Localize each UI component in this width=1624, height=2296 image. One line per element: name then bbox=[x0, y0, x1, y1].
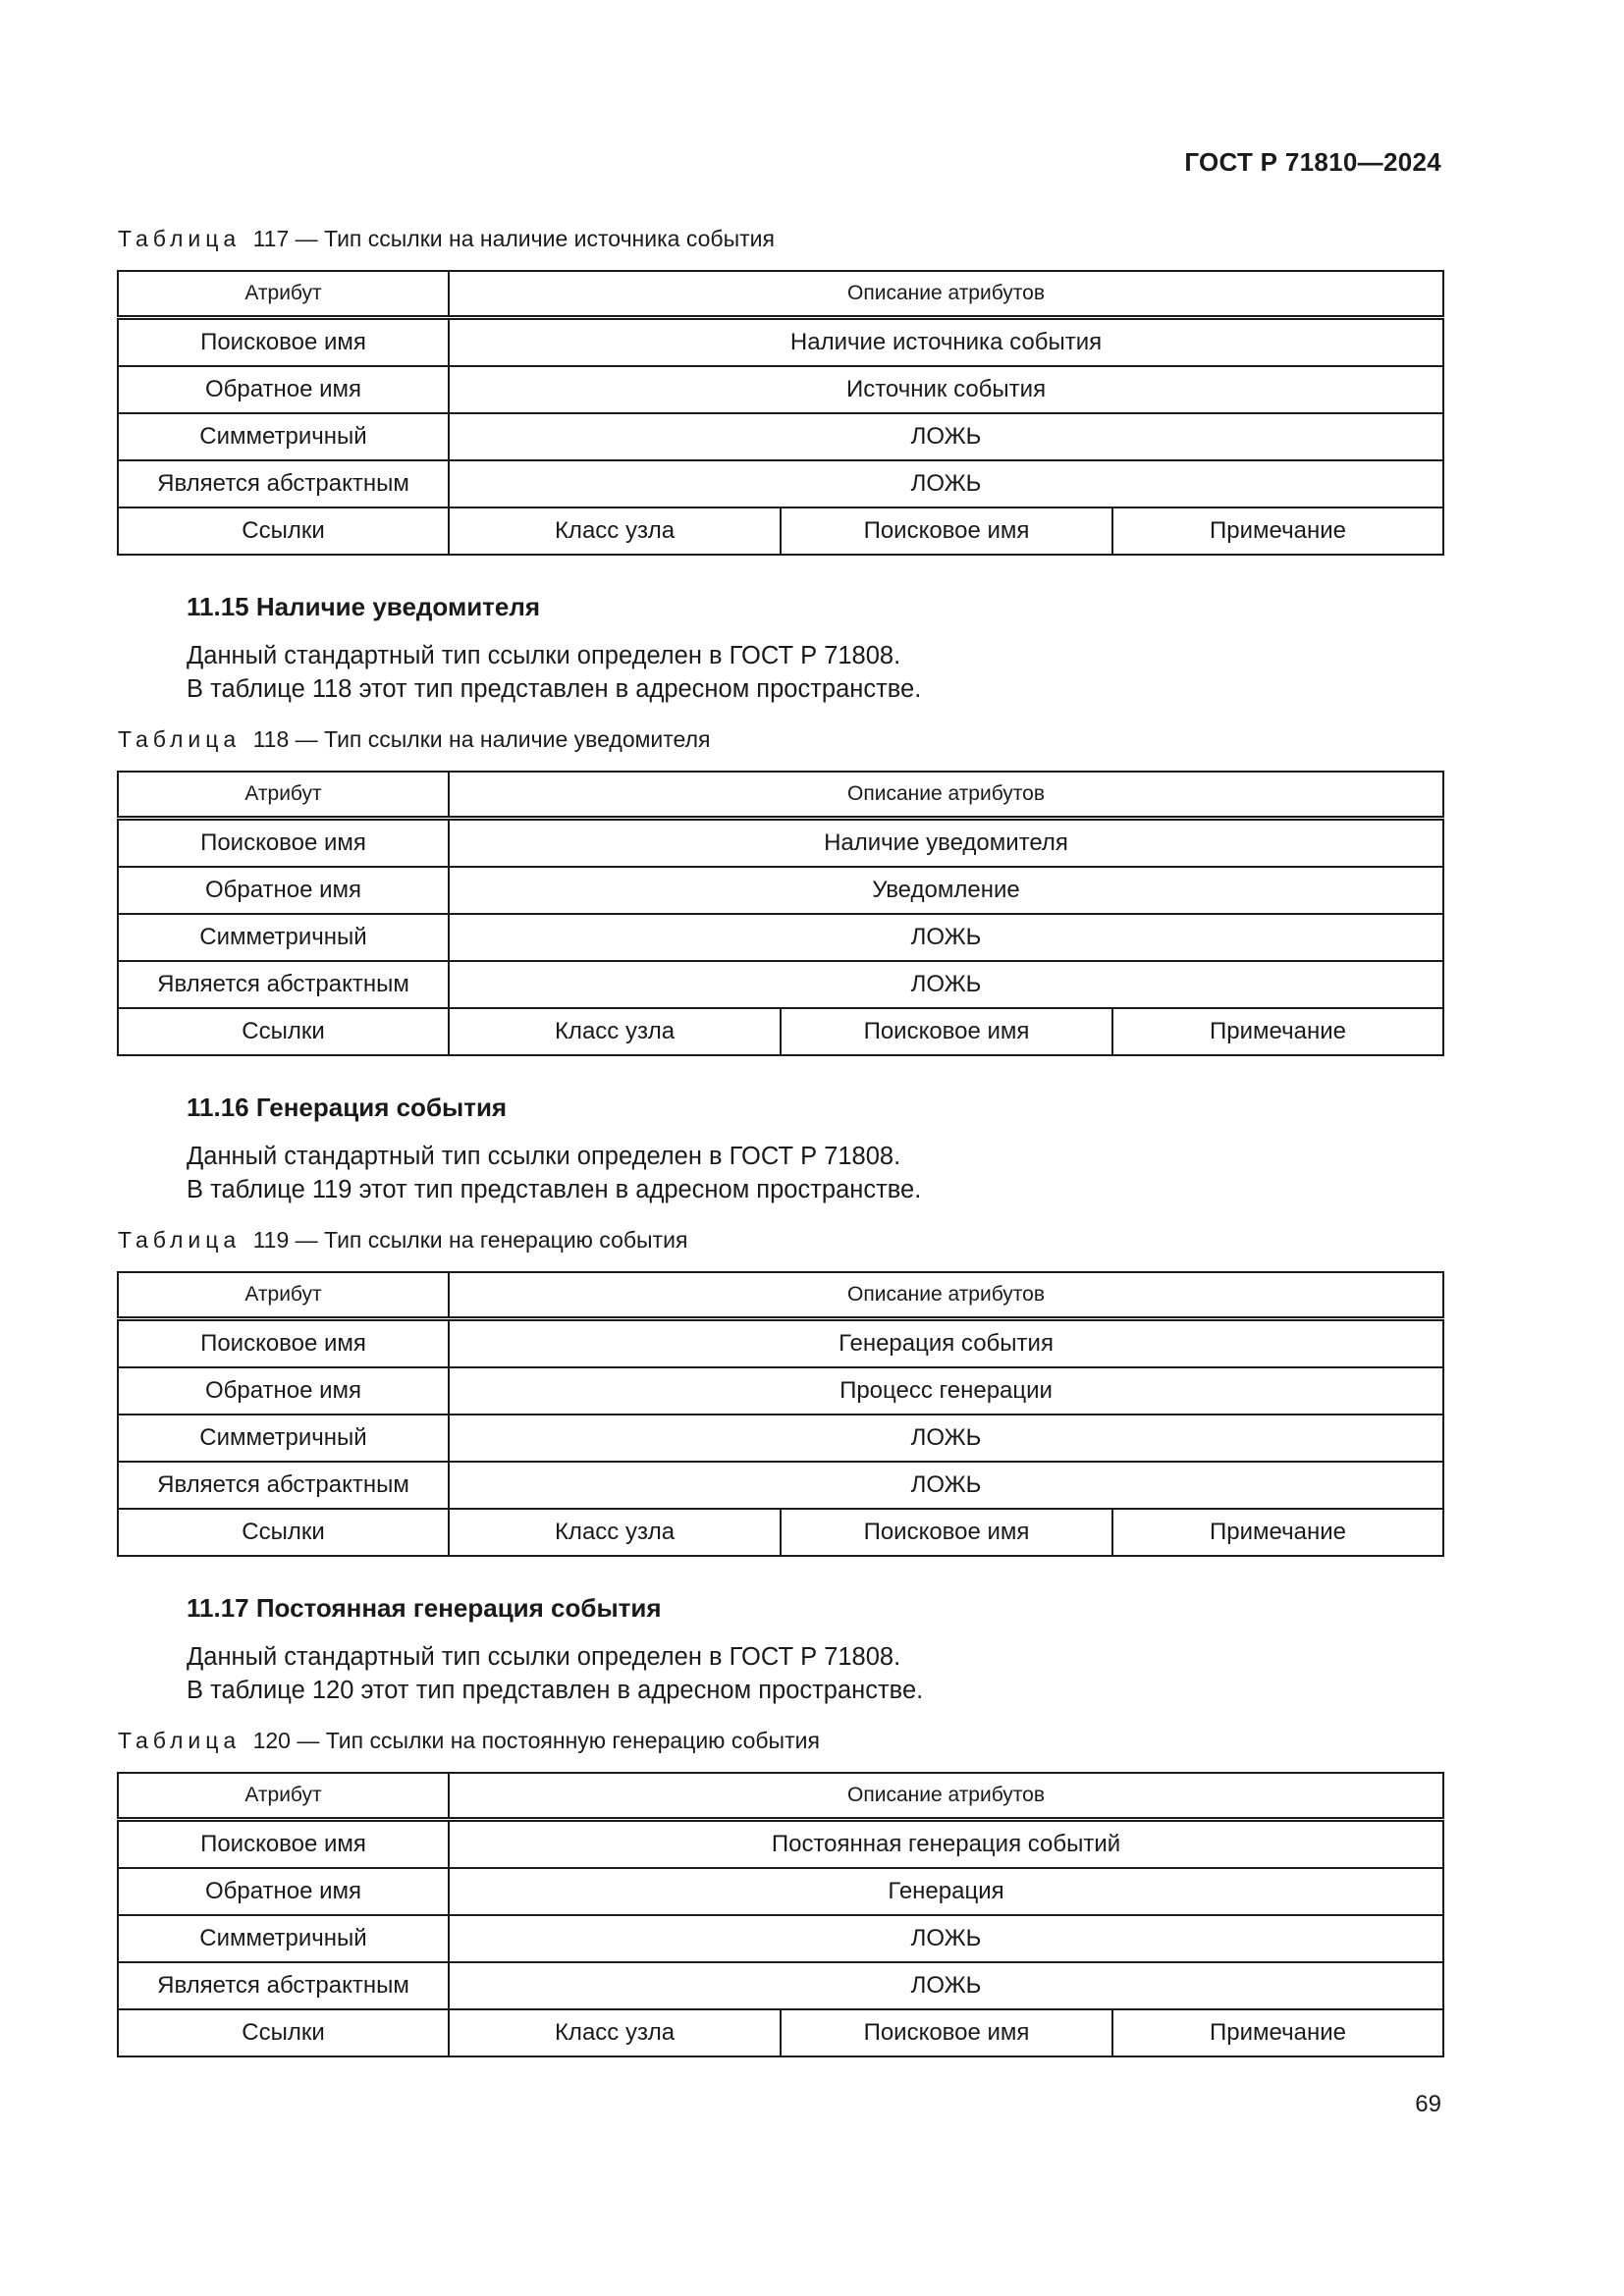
table-row bbox=[118, 507, 1443, 555]
table-120 bbox=[117, 1772, 1444, 2057]
table-header-row bbox=[118, 271, 1443, 318]
links-node-class: Класс узла bbox=[449, 2009, 781, 2056]
section-title-11-17: 11.17 Постоянная генерация события bbox=[187, 1593, 662, 1623]
header-attribute: Атрибут bbox=[118, 271, 449, 318]
row-label-is-abstract: Является абстрактным bbox=[118, 1962, 449, 2009]
section-paragraph-11-17 bbox=[187, 1640, 923, 1707]
table-row bbox=[118, 1962, 1443, 2009]
row-label-symmetric: Симметричный bbox=[118, 1915, 449, 1962]
header-attribute: Атрибут bbox=[118, 1773, 449, 1820]
table-header-row bbox=[118, 1773, 1443, 1820]
paragraph-line: В таблице 119 этот тип представлен в адресном пространстве. bbox=[187, 1176, 922, 1203]
value-is-abstract: ЛОЖЬ bbox=[449, 460, 1443, 507]
links-note: Примечание bbox=[1112, 2009, 1443, 2056]
row-label-search-name: Поисковое имя bbox=[118, 819, 449, 868]
table-caption-119 bbox=[118, 1227, 687, 1254]
table-caption-117 bbox=[118, 226, 775, 252]
section-title-11-16: 11.16 Генерация события bbox=[187, 1093, 508, 1122]
table-119 bbox=[117, 1271, 1444, 1557]
value-symmetric: ЛОЖЬ bbox=[449, 1915, 1443, 1962]
table-caption-118 bbox=[118, 726, 710, 753]
row-label-search-name: Поисковое имя bbox=[118, 1820, 449, 1869]
table-row bbox=[118, 1319, 1443, 1368]
paragraph-line: Данный стандартный тип ссылки определен в ГОСТ Р 71808. bbox=[187, 1143, 901, 1170]
section-title-11-15: 11.15 Наличие уведомителя bbox=[187, 592, 541, 621]
table-row bbox=[118, 1509, 1443, 1556]
value-inverse-name: Уведомление bbox=[449, 867, 1443, 914]
row-label-symmetric: Симметричный bbox=[118, 413, 449, 460]
header-attribute-description: Описание атрибутов bbox=[449, 772, 1443, 819]
table-caption-prefix: Таблица bbox=[118, 226, 242, 251]
links-node-class: Класс узла bbox=[449, 1509, 781, 1556]
table-row bbox=[118, 961, 1443, 1008]
table-row bbox=[118, 914, 1443, 961]
value-symmetric: ЛОЖЬ bbox=[449, 413, 1443, 460]
links-search-name: Поисковое имя bbox=[781, 507, 1112, 555]
table-caption-prefix: Таблица bbox=[118, 1227, 242, 1253]
table-row bbox=[118, 2009, 1443, 2056]
table-row bbox=[118, 1820, 1443, 1869]
value-symmetric: ЛОЖЬ bbox=[449, 1415, 1443, 1462]
value-search-name: Наличие уведомителя bbox=[449, 819, 1443, 868]
row-label-links: Ссылки bbox=[118, 1509, 449, 1556]
links-node-class: Класс узла bbox=[449, 1008, 781, 1055]
table-row bbox=[118, 1915, 1443, 1962]
row-label-links: Ссылки bbox=[118, 507, 449, 555]
table-caption-text: 117 — Тип ссылки на наличие источника события bbox=[252, 226, 775, 251]
value-symmetric: ЛОЖЬ bbox=[449, 914, 1443, 961]
links-note: Примечание bbox=[1112, 1509, 1443, 1556]
header-attribute-description: Описание атрибутов bbox=[449, 271, 1443, 318]
value-inverse-name: Источник события bbox=[449, 366, 1443, 413]
header-attribute: Атрибут bbox=[118, 1272, 449, 1319]
header-attribute-description: Описание атрибутов bbox=[449, 1773, 1443, 1820]
header-attribute: Атрибут bbox=[118, 772, 449, 819]
table-caption-prefix: Таблица bbox=[118, 726, 242, 752]
value-inverse-name: Генерация bbox=[449, 1868, 1443, 1915]
paragraph-line: В таблице 120 этот тип представлен в адресном пространстве. bbox=[187, 1677, 924, 1704]
row-label-search-name: Поисковое имя bbox=[118, 318, 449, 367]
value-is-abstract: ЛОЖЬ bbox=[449, 961, 1443, 1008]
table-row bbox=[118, 366, 1443, 413]
value-is-abstract: ЛОЖЬ bbox=[449, 1962, 1443, 2009]
table-117 bbox=[117, 270, 1444, 556]
row-label-links: Ссылки bbox=[118, 2009, 449, 2056]
row-label-search-name: Поисковое имя bbox=[118, 1319, 449, 1368]
header-attribute-description: Описание атрибутов bbox=[449, 1272, 1443, 1319]
paragraph-line: Данный стандартный тип ссылки определен в ГОСТ Р 71808. bbox=[187, 1643, 901, 1671]
links-search-name: Поисковое имя bbox=[781, 1509, 1112, 1556]
table-row bbox=[118, 1008, 1443, 1055]
value-inverse-name: Процесс генерации bbox=[449, 1367, 1443, 1415]
row-label-inverse-name: Обратное имя bbox=[118, 1868, 449, 1915]
paragraph-line: Данный стандартный тип ссылки определен в ГОСТ Р 71808. bbox=[187, 642, 901, 669]
section-paragraph-11-16 bbox=[187, 1140, 921, 1206]
table-row bbox=[118, 318, 1443, 367]
row-label-inverse-name: Обратное имя bbox=[118, 867, 449, 914]
links-node-class: Класс узла bbox=[449, 507, 781, 555]
table-row bbox=[118, 1462, 1443, 1509]
links-note: Примечание bbox=[1112, 507, 1443, 555]
table-caption-text: 119 — Тип ссылки на генерацию события bbox=[252, 1227, 688, 1253]
row-label-inverse-name: Обратное имя bbox=[118, 1367, 449, 1415]
links-note: Примечание bbox=[1112, 1008, 1443, 1055]
row-label-is-abstract: Является абстрактным bbox=[118, 460, 449, 507]
row-label-links: Ссылки bbox=[118, 1008, 449, 1055]
page-number: 69 bbox=[1415, 2091, 1441, 2117]
section-paragraph-11-15 bbox=[187, 639, 921, 706]
table-row bbox=[118, 413, 1443, 460]
value-is-abstract: ЛОЖЬ bbox=[449, 1462, 1443, 1509]
row-label-inverse-name: Обратное имя bbox=[118, 366, 449, 413]
table-row bbox=[118, 819, 1443, 868]
value-search-name: Генерация события bbox=[449, 1319, 1443, 1368]
table-row bbox=[118, 1868, 1443, 1915]
table-header-row bbox=[118, 772, 1443, 819]
table-caption-text: 120 — Тип ссылки на постоянную генерацию события bbox=[252, 1728, 820, 1753]
links-search-name: Поисковое имя bbox=[781, 1008, 1112, 1055]
table-row bbox=[118, 460, 1443, 507]
links-search-name: Поисковое имя bbox=[781, 2009, 1112, 2056]
table-caption-prefix: Таблица bbox=[118, 1728, 242, 1753]
paragraph-line: В таблице 118 этот тип представлен в адресном пространстве. bbox=[187, 675, 922, 703]
row-label-is-abstract: Является абстрактным bbox=[118, 961, 449, 1008]
table-caption-120 bbox=[118, 1728, 820, 1754]
table-118 bbox=[117, 771, 1444, 1056]
table-row bbox=[118, 867, 1443, 914]
value-search-name: Постоянная генерация событий bbox=[449, 1820, 1443, 1869]
table-caption-text: 118 — Тип ссылки на наличие уведомителя bbox=[252, 726, 711, 752]
row-label-is-abstract: Является абстрактным bbox=[118, 1462, 449, 1509]
table-header-row bbox=[118, 1272, 1443, 1319]
table-row bbox=[118, 1367, 1443, 1415]
table-row bbox=[118, 1415, 1443, 1462]
value-search-name: Наличие источника события bbox=[449, 318, 1443, 367]
row-label-symmetric: Симметричный bbox=[118, 914, 449, 961]
document-number-header: ГОСТ Р 71810—2024 bbox=[1184, 147, 1441, 177]
row-label-symmetric: Симметричный bbox=[118, 1415, 449, 1462]
